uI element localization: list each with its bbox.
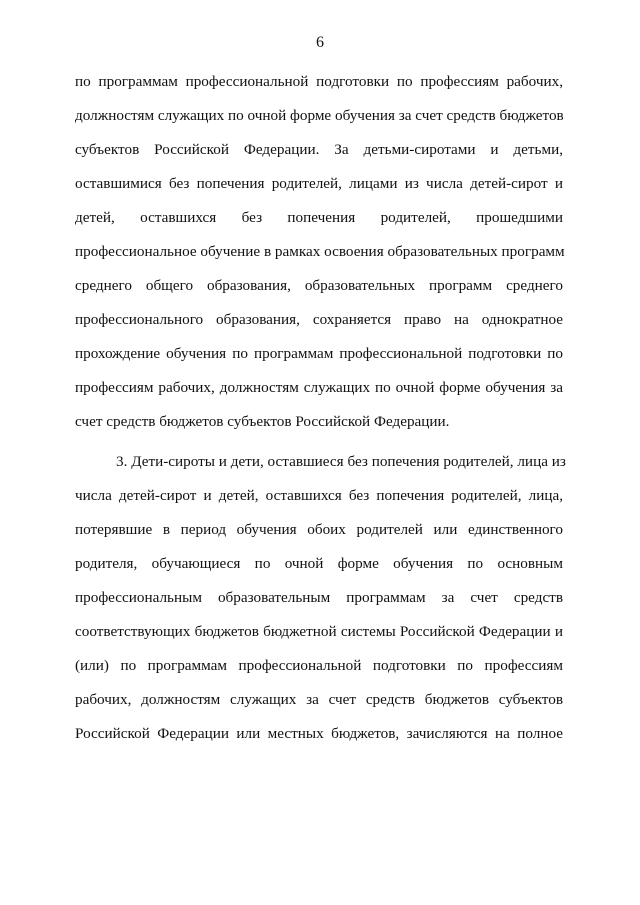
text-line: Российской Федерации или местных бюджетов, зачисляются на полное — [75, 725, 563, 742]
text-line: числа детей-сирот и детей, оставшихся без попечения родителей, лица, — [75, 487, 563, 504]
text-line: должностям служащих по очной форме обучения за счет средств бюджетов — [75, 107, 564, 124]
text-line: профессиональное обучение в рамках освоения образовательных программ — [75, 243, 565, 260]
text-line: оставшимися без попечения родителей, лицами из числа детей-сирот и — [75, 175, 563, 192]
page-number: 6 — [316, 34, 324, 51]
text-line: потерявшие в период обучения обоих родителей или единственного — [75, 521, 563, 538]
text-line: рабочих, должностям служащих за счет средств бюджетов субъектов — [75, 691, 563, 708]
text-line: родителя, обучающиеся по очной форме обучения по основным — [75, 555, 563, 572]
text-line: (или) по программам профессиональной подготовки по профессиям — [75, 657, 563, 674]
text-line: профессиональным образовательным программам за счет средств — [75, 589, 563, 606]
text-line: профессионального образования, сохраняется право на однократное — [75, 311, 563, 328]
text-line: по программам профессиональной подготовки по профессиям рабочих, — [75, 73, 563, 90]
text-line: счет средств бюджетов субъектов Российской Федерации. — [75, 413, 450, 430]
text-line: профессиям рабочих, должностям служащих по очной форме обучения за — [75, 379, 563, 396]
text-line: среднего общего образования, образовательных программ среднего — [75, 277, 563, 294]
text-line: субъектов Российской Федерации. За детьми-сиротами и детьми, — [75, 141, 563, 158]
text-line: детей, оставшихся без попечения родителей, прошедшими — [75, 209, 563, 226]
text-line: соответствующих бюджетов бюджетной системы Российской Федерации и — [75, 623, 563, 640]
text-line: прохождение обучения по программам профессиональной подготовки по — [75, 345, 563, 362]
text-line: 3. Дети-сироты и дети, оставшиеся без попечения родителей, лица из — [116, 453, 566, 470]
